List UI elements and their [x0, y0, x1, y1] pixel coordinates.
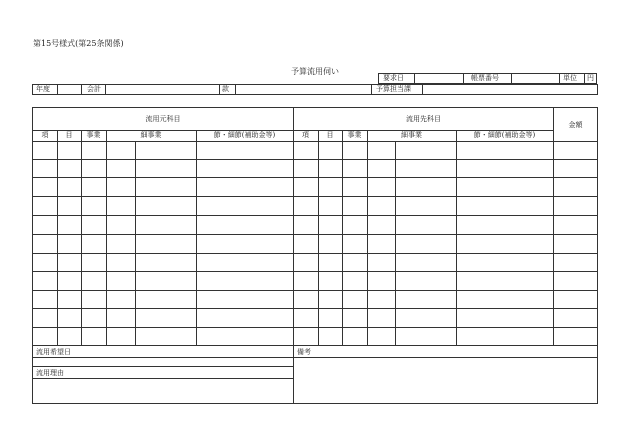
section-field[interactable] [236, 85, 371, 94]
dest-col-setsu: 節・細節(補助金等) [473, 131, 536, 139]
section-label: 款 [222, 85, 229, 93]
fiscal-year-label: 年度 [36, 85, 50, 93]
unit-value: 円 [587, 74, 594, 82]
unit-label: 単位 [563, 74, 577, 82]
desired-date-field[interactable] [33, 357, 293, 366]
source-col-sai-jigyo: 細事業 [140, 131, 162, 139]
voucher-no-field[interactable] [512, 74, 559, 83]
footer-box [32, 345, 598, 404]
dest-col-jigyo: 事業 [347, 131, 362, 139]
form-title: 予算流用伺い [291, 67, 339, 76]
dest-col-moku: 目 [326, 131, 334, 139]
budget-header-row [32, 84, 598, 95]
dest-col-sai-jigyo: 細事業 [401, 131, 422, 139]
source-title: 流用元科目 [145, 115, 181, 123]
source-col-jigyo: 事業 [86, 131, 101, 139]
voucher-no-label: 帳票番号 [471, 74, 499, 82]
request-info-box [378, 73, 597, 84]
budget-dept-field[interactable] [423, 85, 597, 94]
source-col-kou: 項 [41, 131, 49, 139]
transfer-table [32, 107, 598, 346]
reason-field[interactable] [33, 379, 293, 403]
amount-header: 金額 [568, 121, 583, 129]
account-label: 会計 [87, 85, 101, 93]
remarks-label: 備考 [297, 348, 311, 356]
dest-col-kou: 項 [302, 131, 309, 139]
dest-title: 流用先科目 [406, 115, 441, 123]
budget-dept-label: 予算担当課 [376, 85, 411, 93]
source-col-setsu: 節・細節(補助金等) [213, 131, 276, 139]
source-col-moku: 目 [65, 131, 73, 139]
request-date-label: 要求日 [383, 74, 404, 82]
reason-label: 流用理由 [36, 369, 64, 377]
remarks-field[interactable] [294, 358, 597, 403]
account-field[interactable] [106, 85, 219, 94]
form-id: 第15号様式(第25条関係) [33, 39, 124, 48]
desired-date-label: 流用希望日 [36, 348, 71, 356]
request-date-field[interactable] [415, 74, 463, 83]
